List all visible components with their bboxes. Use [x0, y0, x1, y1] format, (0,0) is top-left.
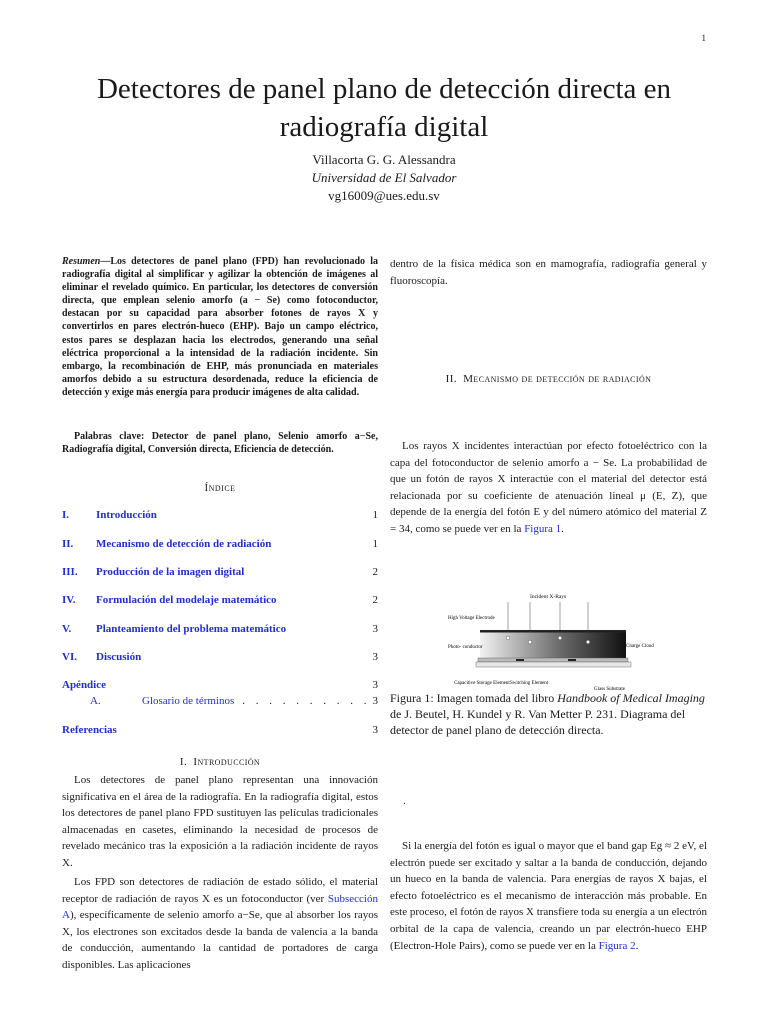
toc-references-page: 3 [372, 724, 378, 736]
label-photoconductor: Photo- conductor [448, 645, 483, 650]
label-capacitive: Capacitive Storage Element [454, 681, 510, 686]
toc-item-page: 2 [372, 566, 378, 578]
toc-item[interactable] [62, 594, 378, 606]
section-heading-intro [62, 756, 378, 768]
figure-1-caption [390, 690, 707, 738]
label-switching: Switching Element [510, 681, 549, 686]
detector-diagram-figure [448, 590, 654, 695]
toc-item-number: III. [62, 566, 78, 578]
figure-2-link[interactable]: Figura 2 [598, 939, 636, 952]
section-heading-mechanism [390, 373, 707, 385]
glass-substrate [476, 662, 631, 667]
toc-dots: . . . . . . . . . . [242, 695, 371, 707]
section-title: Introducción [193, 756, 261, 768]
page-number: 1 [701, 33, 706, 43]
toc-item[interactable] [62, 651, 378, 663]
email: vg16009@ues.edu.sv [328, 188, 440, 203]
intro-paragraph-2 [62, 874, 378, 974]
affiliation: Universidad de El Salvador [311, 170, 457, 185]
toc-item-page: 1 [372, 538, 378, 550]
caption-text-b: de J. Beutel, H. Kundel y R. Van Metter P. 231. Diagrama del detector de panel plano de detección directa. [390, 707, 686, 737]
toc-item[interactable] [62, 623, 378, 635]
stray-dot: . [403, 795, 406, 807]
toc-appendix-page: 3 [372, 679, 378, 691]
intro-p2-text-a: Los FPD son detectores de radiación de estado sólido, el material receptor de radiación de rayos X es un fotoconductor (ver [62, 876, 378, 905]
author-name: Villacorta G. G. Alessandra [312, 152, 456, 167]
mechanism-paragraph-1 [390, 438, 707, 538]
abstract-lead: Resumen [62, 256, 101, 267]
mechanism-p2-text-a: Si la energía del fotón es igual o mayor que el band gap Eg ≈ 2 eV, el electrón puede ser excitado y saltar a la banda de conducción, dejando un hueco en la banda de valencia. Para energías de rayos X bajas, el efecto fotoeléctrico es el mecanismo de interacción más probable. En este proceso, el fotón de rayos X transfiere toda su energía a un electrón orbital de la capa de valencia, creando un par electrón-hueco EHP (Electron-Hole Pairs), como se puede ver en la [390, 840, 707, 952]
author-block [0, 151, 768, 205]
toc-subitem[interactable] [90, 695, 378, 707]
label-high-voltage-text: High Voltage Electrode [448, 616, 495, 621]
toc-item-label[interactable]: Formulación del modelaje matemático [96, 594, 277, 606]
toc-item-number: IV. [62, 594, 76, 606]
toc-item-page: 2 [372, 594, 378, 606]
label-glass: Glass Substrate [594, 687, 625, 692]
toc-item-page: 3 [372, 651, 378, 663]
toc-title: Índice [204, 482, 236, 494]
toc-item[interactable] [62, 566, 378, 578]
caption-text-a: Figura 1: Imagen tomada del libro [390, 691, 558, 705]
xray-arrows [508, 602, 588, 632]
section-number: II. [445, 373, 457, 385]
toc-subitem-number: A. [90, 695, 101, 707]
abstract-text: —Los detectores de panel plano (FPD) han revolucionado la radiografía digital al simplificar y agilizar la obtención de imágenes al eliminar el revelado químico. En particular, los detectores de conversión directa, que emplean selenio amorfo (a − Se) como fotoconductor, destacan por su capacidad para absorber fotones de rayos X y convertirlos en pares electrón-hueco (EHP). Bajo un campo eléctrico, estos pares se desplazan hacia los electrodos, generando una señal eléctrica proporcional a la intensidad de la radiación incidente. Sin embargo, la recombinación de EHP, más pronunciada en materiales amorfos debido a su estructura desordenada, reduce la eficiencia de detección y exige más energía para producir imágenes de alta calidad. [62, 256, 378, 398]
paper-title: Detectores de panel plano de detección directa en radiografía digital [96, 73, 672, 143]
toc-item[interactable] [62, 538, 378, 550]
abstract [62, 255, 378, 399]
switching-element-1 [516, 659, 524, 661]
subsection-a-link[interactable]: Subsección A [62, 892, 378, 922]
right-column-continuation: dentro de la física médica son en mamografía, radiografía general y fluoroscopía. [390, 258, 707, 287]
toc-item-number: VI. [62, 651, 77, 663]
storage-element-layer [478, 658, 628, 662]
section-title: Mecanismo de detección de radiación [463, 373, 652, 385]
caption-book-title: Handbook of Medical Imaging [557, 691, 705, 705]
toc-item-label[interactable]: Discusión [96, 651, 142, 663]
toc-item-label[interactable]: Planteamiento del problema matemático [96, 623, 287, 635]
toc-appendix[interactable] [62, 679, 378, 691]
toc-references-label[interactable]: Referencias [62, 724, 117, 736]
toc-item-number: V. [62, 623, 72, 635]
section-number: I. [179, 756, 188, 768]
toc-item-label[interactable]: Producción de la imagen digital [96, 566, 245, 578]
figure-1-link[interactable]: Figura 1 [524, 522, 562, 535]
label-charge-cloud: Charge Cloud [626, 644, 654, 649]
photoconductor-layer [480, 632, 626, 658]
toc-item[interactable] [62, 509, 378, 521]
toc-item-label[interactable]: Introducción [96, 509, 157, 521]
intro-p2-text-b: ), específicamente de selenio amorfo a−Se, que al absorber los rayos X, los electrones son excitados desde la banda de valencia a la banda de conducción, aumentando la cantidad de portadores de carga disponibles. Las aplicaciones [62, 909, 378, 971]
toc-item-label[interactable]: Mecanismo de detección de radiación [96, 538, 272, 550]
mechanism-paragraph-2 [390, 838, 707, 954]
mechanism-p1-text-a: Los rayos X incidentes interactúan por efecto fotoeléctrico con la capa del fotoconductor de selenio amorfo a − Se. La probabilidad de que un fotón de rayos X interactúe con el material del detector está relacionada por su coeficiente de atenuación lineal μ (E, Z), que depende de la energía del fotón E y del número atómico del material Z = 34, como se puede ver en la [390, 440, 707, 535]
toc-references[interactable] [62, 724, 378, 736]
mechanism-p1-text-b: . [561, 522, 564, 535]
intro-paragraph-1: Los detectores de panel plano representan una innovación significativa en el área de la radiografía. En la radiografía digital, estos los detectores de panel plano FPD sustituyen las películas tradicionales almacenadas en casetes, eliminando la necesidad de procesos de revelado mecánico tras la exposición a la radiación incidente de rayos X. [62, 774, 378, 869]
toc-appendix-label[interactable]: Apéndice [62, 679, 106, 691]
toc-subitem-label[interactable]: Glosario de términos [142, 695, 235, 707]
toc-item-page: 1 [372, 509, 378, 521]
toc-item-number: I. [62, 509, 70, 521]
label-incident-xrays: Incident X-Rays [530, 594, 567, 600]
high-voltage-electrode [480, 630, 626, 633]
mechanism-p2-text-b: . [635, 939, 639, 952]
switching-element-2 [568, 659, 576, 661]
toc-item-page: 3 [372, 623, 378, 635]
toc-subitem-page: 3 [372, 695, 378, 707]
keywords: Palabras clave: Detector de panel plano, Selenio amorfo a−Se, Radiografía digital, Conversión directa, Eficiencia de detección. [62, 431, 378, 456]
label-high-voltage [448, 616, 496, 621]
toc-item-number: II. [62, 538, 74, 550]
